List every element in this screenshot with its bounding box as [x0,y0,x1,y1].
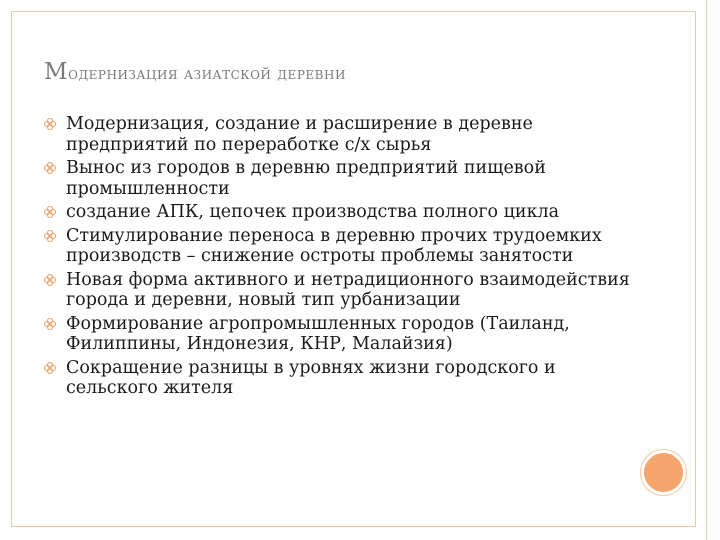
bullet-list [44,114,634,402]
four-petal-flower-icon [44,206,56,218]
bullet-item [44,270,634,311]
bullet-text: Стимулирование переноса в деревню прочих трудоемких производств – снижение остроты проблемы занятости [66,225,602,266]
bullet-item [44,158,634,199]
four-petal-flower-icon [44,318,56,330]
right-border-line [706,0,707,540]
bullet-text: Сокращение разницы в уровнях жизни городского и сельского жителя [66,357,556,398]
bullet-text: Вынос из городов в деревню предприятий пищевой промышленности [66,158,546,199]
bullet-item [44,358,634,399]
bullet-text: Формирование агропромышленных городов (Таиланд, Филиппины, Индонезия, КНР, Малайзия) [66,313,570,354]
four-petal-flower-icon [44,230,56,242]
title-initial: М [44,59,69,85]
four-petal-flower-icon [44,118,56,130]
bullet-text: Модернизация, создание и расширение в деревне предприятий по переработке с/х сырья [66,114,533,155]
title-text: одернизация азиатской деревни [68,64,346,84]
four-petal-flower-icon [44,274,56,286]
bullet-item [44,114,634,155]
bullet-text: Новая форма активного и нетрадиционного взаимодействия города и деревни, новый тип урбанизации [66,269,630,310]
four-petal-flower-icon [44,362,56,374]
bullet-item [44,314,634,355]
orange-circle-icon [641,450,686,495]
bullet-item [44,202,634,223]
slide-title [44,59,644,85]
four-petal-flower-icon [44,162,56,174]
bullet-item [44,226,634,267]
bullet-text: создание АПК, цепочек производства полного цикла [66,202,560,222]
